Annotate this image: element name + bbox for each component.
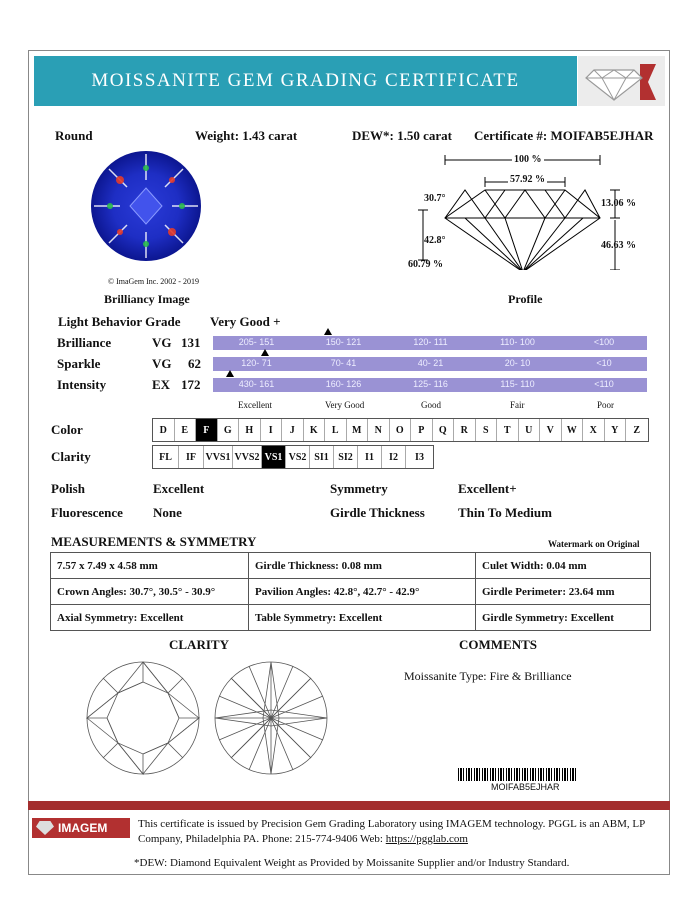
- color-grade-r: R: [454, 419, 476, 441]
- dimensions-cell: 7.57 x 7.49 x 4.58 mm: [51, 553, 249, 579]
- intensity-range-1: 160- 126: [325, 379, 362, 389]
- scale-label-excellent: Excellent: [238, 400, 272, 410]
- color-grade-z: Z: [633, 424, 641, 436]
- watermark-note: Watermark on Original: [548, 539, 640, 549]
- color-grade-f: F: [196, 419, 218, 441]
- table-pct: 100 %: [514, 154, 542, 165]
- imagem-brand: IMAGEM: [58, 821, 108, 835]
- brilliance-grade: VG: [152, 335, 172, 350]
- scale-label-good: Good: [421, 400, 441, 410]
- footer-statement: [138, 817, 663, 847]
- color-label: Color: [51, 422, 83, 437]
- pavilion-depth: 46.63 %: [601, 240, 636, 251]
- diamond-icon: [36, 821, 54, 835]
- intensity-score: 172: [181, 377, 201, 392]
- clarity-grade-i2: I2: [382, 446, 406, 468]
- intensity-bar: [213, 378, 647, 392]
- clarity-grade-if: IF: [179, 446, 204, 468]
- girdle-label: Girdle Thickness: [330, 505, 425, 520]
- gem-logo: [578, 56, 665, 106]
- brilliance-range-2: 120- 111: [413, 337, 448, 347]
- scale-label-fair: Fair: [510, 400, 525, 410]
- sparkle-range-4: <10: [596, 358, 612, 368]
- pavilion-angle: 42.8°: [424, 235, 446, 246]
- copyright-text: © ImaGem Inc. 2002 - 2019: [108, 277, 199, 286]
- color-grade-w: W: [562, 419, 584, 441]
- table-row: [51, 579, 651, 605]
- intensity-range-3: 115- 110: [500, 379, 535, 389]
- brilliance-score: 131: [181, 335, 201, 350]
- color-grade-i: I: [261, 419, 283, 441]
- footer-line1: This certificate is issued by Precision Gem Grading Laboratory using IMAGEM technology. PGGL is an ABM, LP: [138, 818, 646, 830]
- color-grade-m: M: [347, 419, 369, 441]
- color-grade-v: V: [540, 419, 562, 441]
- culet-width-cell: Culet Width: 0.04 mm: [476, 553, 651, 579]
- sparkle-range-1: 70- 41: [330, 358, 357, 368]
- clarity-scale: [152, 445, 434, 469]
- sparkle-label: Sparkle: [57, 356, 101, 371]
- axial-symmetry-cell: Axial Symmetry: Excellent: [51, 605, 249, 631]
- crown-plot: [85, 660, 201, 781]
- crown-angle: 30.7°: [424, 193, 446, 204]
- color-grade-d: D: [153, 419, 175, 441]
- shape-text: Round: [55, 128, 93, 143]
- sparkle-grade: VG: [152, 356, 172, 371]
- light-grade-value: Very Good +: [210, 314, 281, 329]
- brilliance-range-3: 110- 100: [500, 337, 535, 347]
- crown-pct: 57.92 %: [510, 174, 545, 185]
- sparkle-range-3: 20- 10: [504, 358, 531, 368]
- certificate-header: [34, 56, 577, 106]
- pavilion-angles-cell: Pavilion Angles: 42.8°, 42.7° - 42.9°: [249, 579, 476, 605]
- polish-value: Excellent: [153, 481, 205, 496]
- brilliance-image: [90, 150, 202, 262]
- footer-bar: [28, 801, 670, 810]
- brilliance-caption: Brilliancy Image: [104, 292, 190, 306]
- intensity-marker: [226, 370, 234, 377]
- light-grade-label: Light Behavior Grade: [58, 314, 181, 329]
- fluorescence-label: Fluorescence: [51, 505, 123, 520]
- brilliance-marker: [324, 328, 332, 335]
- girdle-thickness-cell: Girdle Thickness: 0.08 mm: [249, 553, 476, 579]
- brilliance-label: Brilliance: [57, 335, 112, 350]
- brilliance-range-0: 205- 151: [238, 337, 275, 347]
- girdle-symmetry-cell: Girdle Symmetry: Excellent: [476, 605, 651, 631]
- color-scale: [152, 418, 649, 442]
- color-grade-o: O: [390, 419, 412, 441]
- sparkle-score: 62: [188, 356, 201, 371]
- crown-height: 13.06 %: [601, 198, 636, 209]
- profile-diagram: [405, 150, 665, 270]
- color-grade-s: S: [476, 419, 498, 441]
- color-grade-u: U: [519, 419, 541, 441]
- color-grade-e: E: [175, 419, 197, 441]
- color-grade-h: H: [239, 419, 261, 441]
- sparkle-range-2: 40- 21: [417, 358, 444, 368]
- color-grade-x: X: [583, 419, 605, 441]
- clarity-grade-i1: I1: [358, 446, 382, 468]
- certificate-number: Certificate #: MOIFAB5EJHAR: [474, 128, 654, 143]
- total-depth: 60.79 %: [408, 259, 443, 270]
- clarity-grade-vs2: VS2: [286, 446, 310, 468]
- dew-text: DEW*: 1.50 carat: [352, 128, 453, 143]
- measurements-title: MEASUREMENTS & SYMMETRY: [51, 534, 257, 549]
- color-grade-t: T: [497, 419, 519, 441]
- color-grade-k: K: [304, 419, 326, 441]
- clarity-grade-si1: SI1: [310, 446, 334, 468]
- weight-text: Weight: 1.43 carat: [195, 128, 298, 143]
- intensity-label: Intensity: [57, 377, 107, 392]
- table-row: [51, 605, 651, 631]
- intensity-range-2: 125- 116: [413, 379, 448, 389]
- brilliance-range-4: <100: [593, 337, 615, 347]
- barcode-text: MOIFAB5EJHAR: [491, 782, 560, 792]
- sparkle-range-0: 120- 71: [241, 358, 272, 368]
- symmetry-value: Excellent+: [458, 481, 517, 496]
- clarity-grade-vvs2: VVS2: [233, 446, 262, 468]
- clarity-grade-fl: FL: [153, 446, 179, 468]
- color-grade-y: Y: [605, 419, 627, 441]
- intensity-range-4: <110: [594, 379, 614, 389]
- color-grade-g: G: [218, 419, 240, 441]
- sparkle-bar: [213, 357, 647, 371]
- polish-label: Polish: [51, 481, 85, 496]
- color-grade-l: L: [325, 419, 347, 441]
- footer-link[interactable]: https://pgglab.com: [385, 833, 468, 845]
- color-grade-j: J: [282, 419, 304, 441]
- comments-text: Moissanite Type: Fire & Brilliance: [404, 669, 572, 683]
- table-symmetry-cell: Table Symmetry: Excellent: [249, 605, 476, 631]
- barcode: [458, 768, 578, 781]
- girdle-value: Thin To Medium: [458, 505, 552, 520]
- girdle-perimeter-cell: Girdle Perimeter: 23.64 mm: [476, 579, 651, 605]
- pavilion-plot: [213, 660, 329, 781]
- symmetry-label: Symmetry: [330, 481, 388, 496]
- clarity-grade-si2: SI2: [334, 446, 358, 468]
- clarity-grade-vs1: VS1: [262, 446, 286, 468]
- footer-line2: Company, Philadelphia PA. Phone: 215-774-9406 Web:: [138, 833, 386, 845]
- intensity-range-0: 430- 161: [238, 379, 275, 389]
- intensity-grade: EX: [152, 377, 171, 392]
- imagem-logo: [32, 818, 130, 838]
- clarity-grade-vvs1: VVS1: [204, 446, 233, 468]
- scale-label-poor: Poor: [597, 400, 615, 410]
- dew-note: *DEW: Diamond Equivalent Weight as Provided by Moissanite Supplier and/or Industry Standard.: [134, 857, 570, 869]
- color-grade-q: Q: [433, 419, 455, 441]
- measurements-table: [50, 552, 651, 631]
- brilliance-range-1: 150- 121: [325, 337, 362, 347]
- clarity-plot-title: CLARITY: [169, 637, 229, 652]
- color-grade-p: P: [411, 419, 433, 441]
- sparkle-marker: [261, 349, 269, 356]
- certificate-title: MOISSANITE GEM GRADING CERTIFICATE: [91, 70, 520, 91]
- crown-angles-cell: Crown Angles: 30.7°, 30.5° - 30.9°: [51, 579, 249, 605]
- color-grade-n: N: [368, 419, 390, 441]
- profile-caption: Profile: [508, 292, 543, 306]
- clarity-grade-i3: I3: [415, 451, 424, 463]
- clarity-label: Clarity: [51, 449, 91, 464]
- scale-label-very-good: Very Good: [325, 400, 365, 410]
- brilliance-bar: [213, 336, 647, 350]
- comments-title: COMMENTS: [459, 637, 537, 652]
- table-row: [51, 553, 651, 579]
- fluorescence-value: None: [153, 505, 182, 520]
